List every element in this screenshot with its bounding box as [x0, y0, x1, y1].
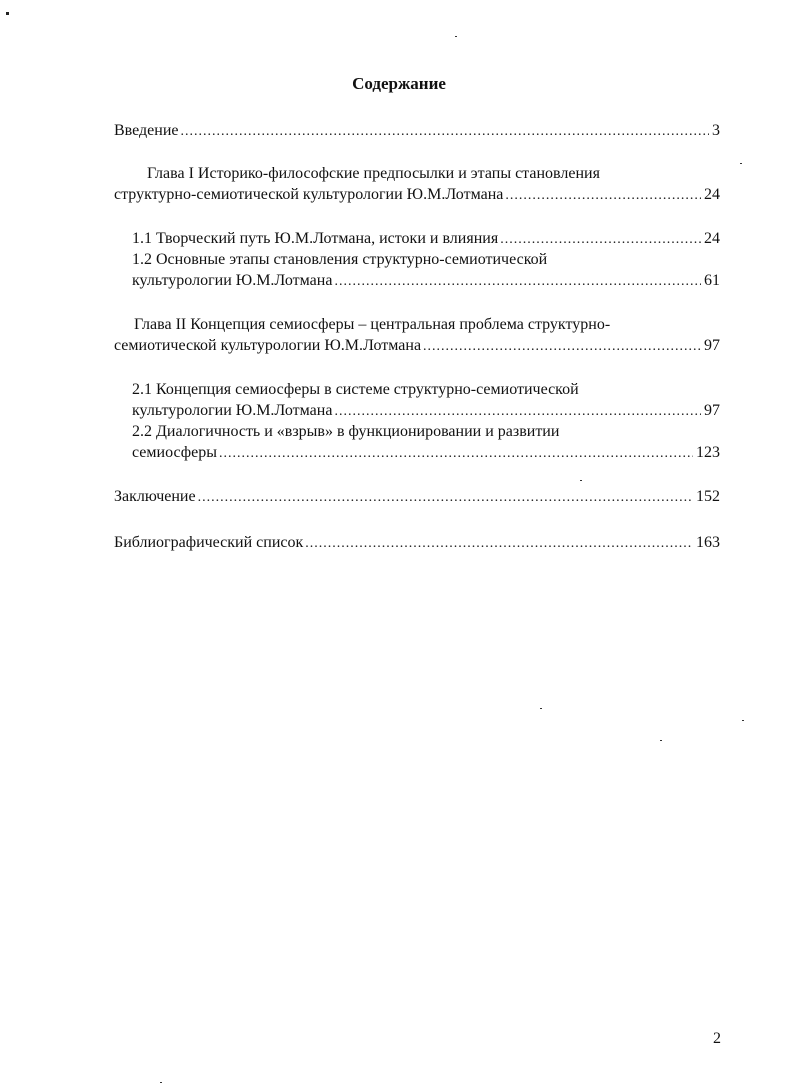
toc-leader	[219, 443, 693, 464]
toc-leader	[334, 401, 701, 422]
toc-entry-section-2-1	[114, 379, 720, 422]
page-number: 2	[713, 1030, 721, 1047]
toc-page-number: 123	[696, 444, 720, 461]
toc-entry-chapter-1	[114, 163, 720, 206]
toc-entry-section-1-2	[114, 249, 720, 292]
toc-entry-intro	[114, 120, 720, 142]
toc-leader	[505, 185, 701, 206]
toc-label-line: структурно-семиотической культурологии Ю.М.Лотмана	[114, 186, 504, 203]
toc-entry-section-1-1	[114, 228, 720, 250]
toc-page-number: 61	[704, 272, 720, 289]
toc-label-line: Глава II Концепция семиосферы – центральная проблема структурно-	[134, 316, 611, 333]
toc-page-number: 97	[704, 402, 720, 419]
scan-speck	[6, 12, 9, 15]
toc-label-line: культурологии Ю.М.Лотмана	[132, 272, 333, 289]
toc-entry-section-2-2	[114, 421, 720, 464]
toc-page-number: 3	[712, 122, 720, 139]
toc-leader	[500, 229, 701, 250]
toc-label-line: культурологии Ю.М.Лотмана	[132, 402, 333, 419]
scan-speck	[160, 1082, 162, 1083]
toc-label: Библиографический список	[114, 534, 304, 551]
toc-label-line: 2.2 Диалогичность и «взрыв» в функционировании и развитии	[132, 423, 560, 440]
scan-speck	[660, 740, 662, 741]
toc-entry-conclusion	[114, 486, 720, 508]
toc-label: Заключение	[114, 488, 196, 505]
toc-label: Введение	[114, 122, 179, 139]
toc-page-number: 163	[696, 534, 720, 551]
toc-label-line: семиотической культурологии Ю.М.Лотмана	[114, 337, 422, 354]
toc-page-number: 24	[704, 230, 720, 247]
toc-label-line: 2.1 Концепция семиосферы в системе структурно-семиотической	[132, 381, 579, 398]
toc-label-line: семиосферы	[132, 444, 217, 461]
toc-leader	[305, 533, 693, 554]
scan-speck	[740, 163, 742, 164]
toc-label: 1.1 Творческий путь Ю.М.Лотмана, истоки и влияния	[132, 230, 499, 247]
toc-label-line: 1.2 Основные этапы становления структурно-семиотической	[132, 251, 548, 268]
toc-label-line: Глава I Историко-философские предпосылки и этапы становления	[147, 165, 600, 182]
toc-entry-bibliography	[114, 532, 720, 554]
scan-speck	[540, 708, 542, 709]
toc-entry-chapter-2	[114, 314, 720, 357]
toc-leader	[423, 336, 701, 357]
page-title: Содержание	[352, 74, 446, 93]
scan-speck	[580, 480, 582, 481]
toc-leader	[181, 121, 710, 142]
toc-page-number: 97	[704, 337, 720, 354]
toc-leader	[334, 271, 701, 292]
toc-page-number: 152	[696, 488, 720, 505]
scan-speck	[742, 720, 744, 721]
toc-leader	[198, 487, 693, 508]
scan-speck	[455, 36, 457, 37]
toc-page-number: 24	[704, 186, 720, 203]
